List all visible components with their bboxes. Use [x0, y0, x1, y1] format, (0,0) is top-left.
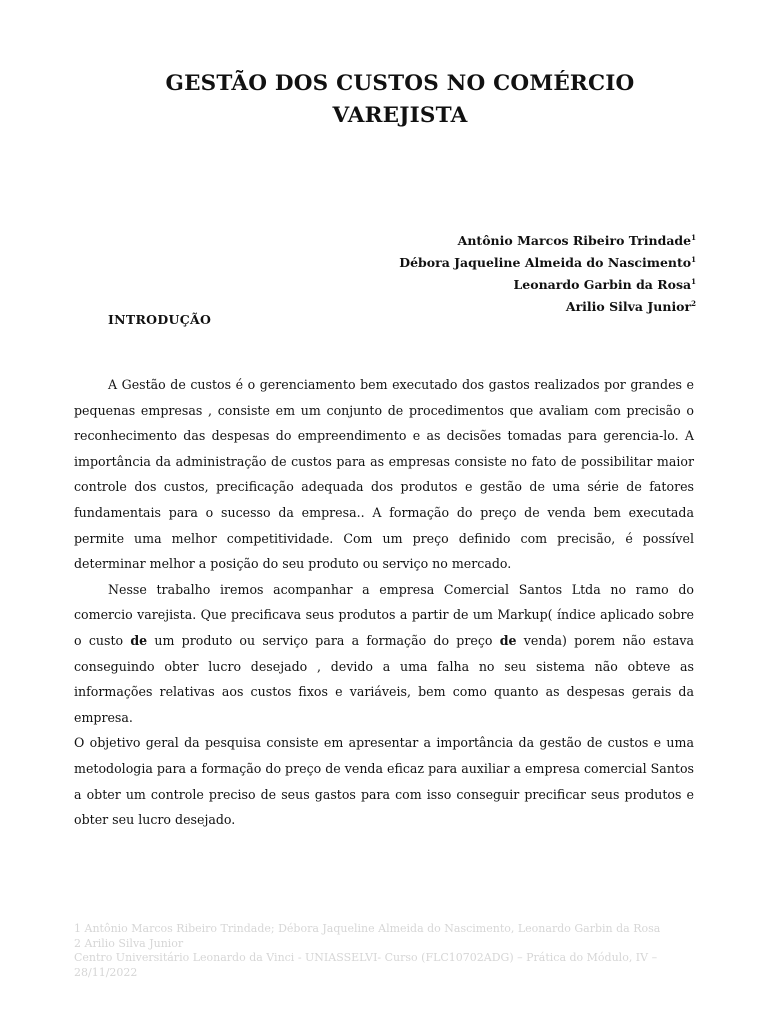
- section-heading: INTRODUÇÃO: [108, 312, 212, 327]
- paragraph-2: [74, 577, 694, 731]
- author-list: [399, 228, 696, 316]
- author-footnote-mark: 1: [691, 277, 696, 286]
- footnote-4: 28/11/2022: [74, 965, 138, 979]
- author-footnote-mark: 1: [691, 255, 696, 264]
- paragraph-2-bold-2: de: [499, 632, 517, 648]
- author-entry: [399, 250, 696, 272]
- author-footnote-mark: 2: [691, 299, 696, 308]
- paragraph-2-bold-1: de: [130, 632, 148, 648]
- paragraph-3: O objetivo geral da pesquisa consiste em apresentar a importância da gestão de custos e uma metodologia para a formação do preço de venda eficaz para auxiliar a empresa comercial Santos a obter um controle preciso de seus gastos para com isso conseguir precificar seus produtos e obter seu lucro desejado.: [74, 735, 694, 828]
- title-line-2: VAREJISTA: [332, 103, 468, 128]
- author-footnote-mark: 1: [691, 233, 696, 242]
- author-name: Débora Jaqueline Almeida do Nascimento: [399, 255, 692, 270]
- body-text: [74, 372, 694, 833]
- footnote-1: 1 Antônio Marcos Ribeiro Trindade; Débora Jaqueline Almeida do Nascimento, Leonardo Garbin da Rosa: [74, 922, 661, 935]
- paragraph-2-text-b: um produto ou serviço para a formação do preço: [147, 632, 500, 648]
- author-name: Arilio Silva Junior: [565, 299, 692, 314]
- title-line-1: GESTÃO DOS CUSTOS NO COMÉRCIO: [165, 71, 635, 96]
- footnotes: [74, 922, 694, 980]
- document-title: [120, 68, 680, 132]
- footnote-3: Centro Universitário Leonardo da Vinci - UNIASSELVI- Curso (FLC10702ADG) – Prática do Módulo, IV –: [74, 951, 658, 964]
- footnote-2: 2 Arilio Silva Junior: [74, 936, 184, 950]
- paragraph-2-text-a: Nesse trabalho iremos acompanhar a empresa Comercial Santos Ltda no ramo do comercio varejista. Que precificava seus produtos a partir de um Markup( índice aplicado sobre o custo: [74, 581, 694, 648]
- author-entry: [399, 272, 696, 294]
- author-name: Antônio Marcos Ribeiro Trindade: [457, 233, 692, 248]
- paragraph-1: A Gestão de custos é o gerenciamento bem executado dos gastos realizados por grandes e pequenas empresas , consiste em um conjunto de procedimentos que avaliam com precisão o reconhecimento das despesas do empreendimento e as decisões tomadas para gerencia-lo. A importância da administração de custos para as empresas consiste no fato de possibilitar maior controle dos custos, precificação adequada dos produtos e gestão de uma série de fatores fundamentais para o sucesso da empresa.. A formação do preço de venda bem executada permite uma melhor competitividade. Com um preço definido com precisão, é possível determinar melhor a posição do seu produto ou serviço no mercado.: [74, 377, 694, 572]
- author-entry: [399, 228, 696, 250]
- paragraph-2-text-c: venda) porem não estava conseguindo obter lucro desejado , devido a uma falha no seu sistema não obteve as informações relativas aos custos fixos e variáveis, bem como quanto as despesas gerais da empresa.: [74, 632, 695, 725]
- author-entry: [399, 294, 696, 316]
- author-name: Leonardo Garbin da Rosa: [513, 277, 692, 292]
